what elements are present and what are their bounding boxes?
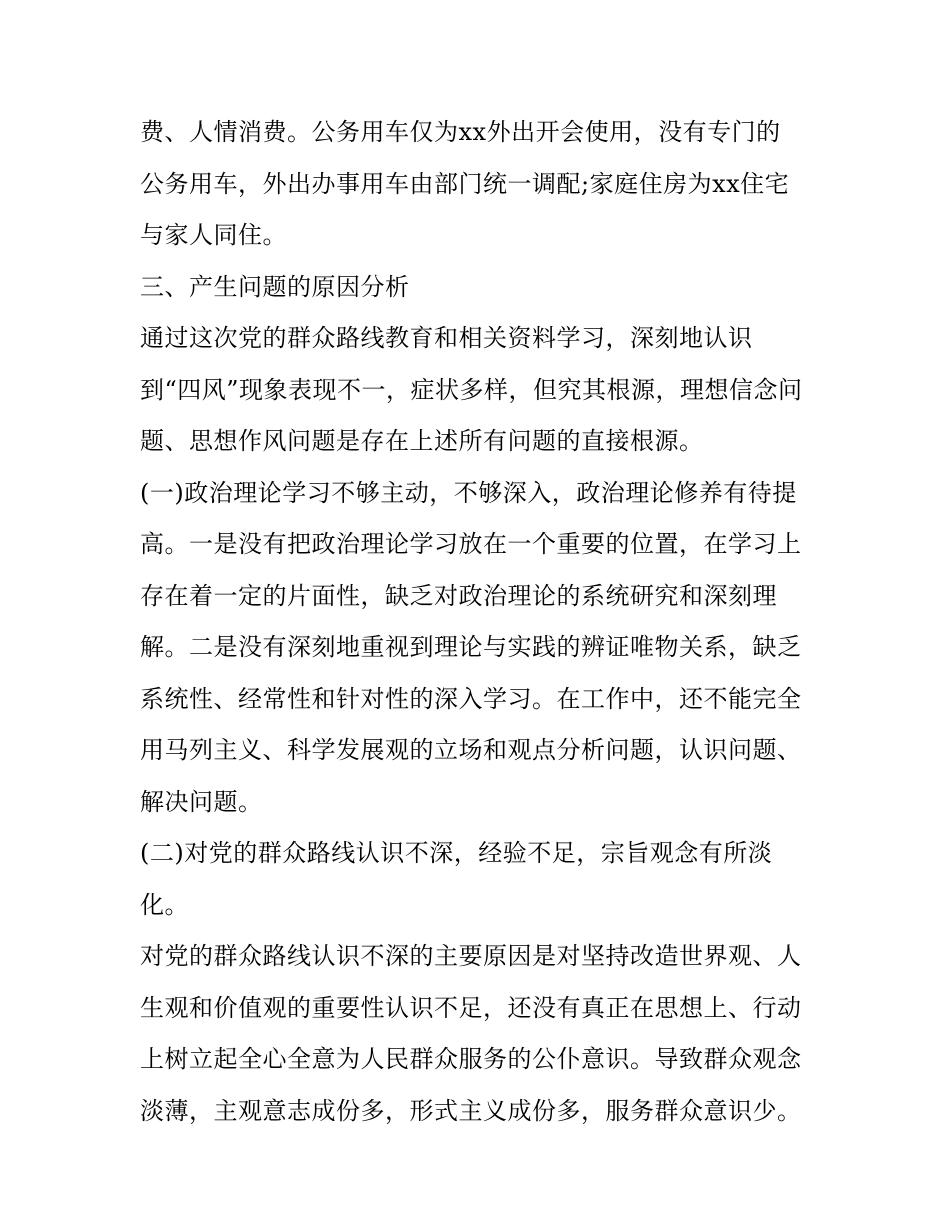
text-line: 通过这次党的群众路线教育和相关资料学习，深刻地认识 bbox=[140, 324, 753, 352]
text-line: 对党的群众路线认识不深的主要原因是对坚持改造世界观、人 bbox=[140, 942, 802, 970]
text-line: 与家人同住。 bbox=[140, 221, 287, 249]
document-body bbox=[140, 107, 815, 1137]
text-line: 上树立起全心全意为人民群众服务的公仆意识。导致群众观念 bbox=[140, 1045, 802, 1073]
text-line: 解决问题。 bbox=[140, 787, 263, 816]
text-line: 淡薄，主观意志成份多，形式主义成份多，服务群众意识少。 bbox=[140, 1096, 802, 1125]
text-line: 存在着一定的片面性，缺乏对政治理论的系统研究和深刻理 bbox=[140, 581, 777, 610]
text-line: 系统性、经常性和针对性的深入学习。在工作中，还不能完全 bbox=[140, 684, 802, 713]
text-line: 用马列主义、科学发展观的立场和观点分析问题，认识问题、 bbox=[140, 736, 802, 764]
text-line: (一)政治理论学习不够主动，不够深入，政治理论修养有待提 bbox=[140, 478, 797, 507]
text-line: 高。一是没有把政治理论学习放在一个重要的位置，在学习上 bbox=[140, 530, 802, 558]
text-line: 公务用车，外出办事用车由部门统一调配;家庭住房为xx住宅 bbox=[140, 169, 790, 198]
text-line: 化。 bbox=[140, 890, 189, 919]
text-line: 题、思想作风问题是存在上述所有问题的直接根源。 bbox=[140, 427, 704, 455]
text-line: 解。二是没有深刻地重视到理论与实践的辨证唯物关系，缺乏 bbox=[140, 633, 802, 661]
text-line: 生观和价值观的重要性认识不足，还没有真正在思想上、行动 bbox=[140, 993, 802, 1022]
section-heading: 三、产生问题的原因分析 bbox=[140, 272, 410, 301]
text-line: 费、人情消费。公务用车仅为xx外出开会使用，没有专门的 bbox=[140, 118, 781, 146]
text-line: (二)对党的群众路线认识不深，经验不足，宗旨观念有所淡 bbox=[140, 839, 773, 867]
text-line: 到“四风”现象表现不一，症状多样，但究其根源，理想信念问 bbox=[140, 375, 803, 404]
